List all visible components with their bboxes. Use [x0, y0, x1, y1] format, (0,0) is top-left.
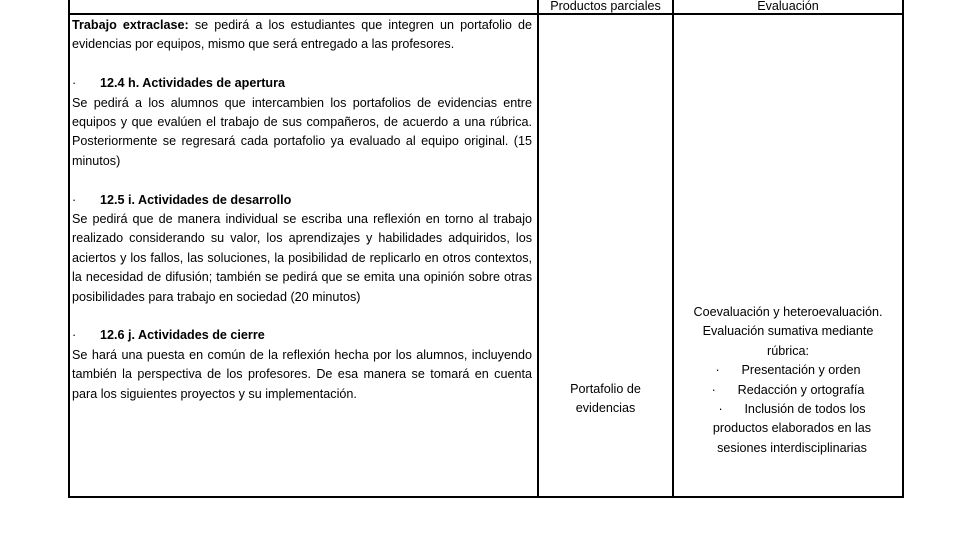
- evaluation-criterion: Inclusión de todos los productos elaborados en las sesiones interdisciplinarias: [712, 402, 872, 455]
- products-cell: [539, 380, 672, 419]
- bullet: ·: [72, 192, 77, 207]
- evaluation-cell: [674, 303, 902, 458]
- bullet: ·: [72, 76, 77, 91]
- table-border: [69, 496, 904, 498]
- evaluation-criterion: Presentación y orden: [741, 363, 861, 378]
- extraclase-paragraph: [72, 16, 532, 55]
- evaluation-line: Evaluación sumativa mediante: [702, 324, 874, 339]
- section-text: Se pedirá que de manera individual se escriba una reflexión en torno al trabajo realizado considerando su valor, los aprendizajes y habilidades adquiridos, los aciertos y los fallos, las soluciones, la posibilidad de replicarlo en otros contextos, la necesidad de difusión; también se pedirá que se emita una opinión sobre otras posibilidades para trabajo en sociedad (20 minutos): [72, 212, 532, 304]
- evaluation-line: Coevaluación y heteroevaluación.: [693, 305, 883, 319]
- table-border: [537, 0, 539, 498]
- table-border: [69, 13, 904, 15]
- header-evaluacion: Evaluación: [757, 0, 819, 13]
- section-text: Se hará una puesta en común de la reflexión hecha por los alumnos, incluyendo también la perspectiva de los profesores. De esa manera se tomará en cuenta para los siguientes proyectos y su implementación.: [72, 347, 532, 401]
- product-line: Portafolio de: [570, 382, 641, 396]
- section-title: 12.6 j. Actividades de cierre: [100, 328, 265, 343]
- extraclase-label: Trabajo extraclase:: [72, 18, 189, 32]
- evaluation-line: rúbrica:: [767, 343, 809, 358]
- bullet: ·: [715, 363, 720, 378]
- evaluation-criterion: Redacción y ortografía: [737, 382, 865, 397]
- bullet: ·: [711, 382, 716, 397]
- table-border: [68, 0, 70, 498]
- section-title: 12.5 i. Actividades de desarrollo: [100, 192, 292, 207]
- section-text: Se pedirá a los alumnos que intercambien los portafolios de evidencias entre equipos y que evalúen el trabajo de sus compañeros, de acuerdo a una rúbrica. Posteriormente se regresará cada portafolio ya evaluado al equipo original. (15 minutos): [72, 95, 532, 168]
- product-line: evidencias: [575, 401, 636, 416]
- extraclase-text: se pedirá a los estudiantes que integren un portafolio de evidencias por equipos, mismo que será entregado a las profesores.: [72, 18, 532, 52]
- bullet: ·: [718, 402, 723, 417]
- table-border: [902, 0, 904, 498]
- header-productos: Productos parciales: [550, 0, 661, 13]
- section-title: 12.4 h. Actividades de apertura: [100, 76, 286, 91]
- activities-cell: [72, 16, 532, 404]
- bullet: ·: [72, 328, 77, 343]
